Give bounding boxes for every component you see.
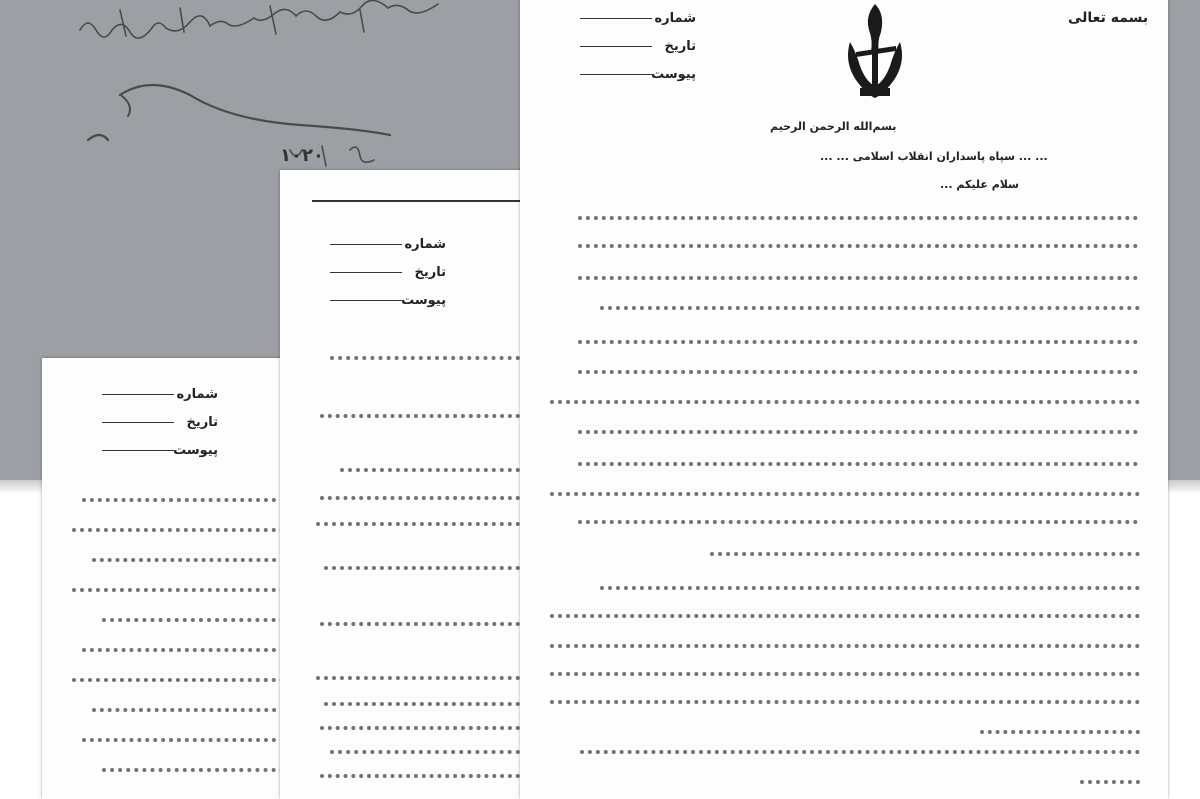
header-fields [330,230,446,314]
field-number: شماره [580,4,696,32]
document-sheet-middle [280,170,540,799]
field-number: شماره [330,230,446,258]
document-sheet-front [520,0,1168,799]
salutation-line: سلام علیکم ... [940,178,1019,191]
header-fields [580,4,696,88]
field-attachment: پیوست [580,60,696,88]
field-number: شماره [102,380,218,408]
field-date: تاریخ [580,32,696,60]
handwritten-note [60,0,520,175]
field-date: تاریخ [102,408,218,436]
field-date: تاریخ [330,258,446,286]
note-number: ۱۰۲۰ [280,145,324,166]
header-rule [312,200,522,202]
field-attachment: پیوست [330,286,446,314]
greeting-line: بسم‌الله الرحمن الرحیم [770,120,897,133]
irgc-emblem-icon [830,2,920,102]
header-fields [102,380,218,464]
field-attachment: پیوست [102,436,218,464]
addressee-line: ... ... سپاه پاسداران انقلاب اسلامی ... ... [820,150,1048,163]
header-mark: بسمه تعالی [1068,10,1149,26]
